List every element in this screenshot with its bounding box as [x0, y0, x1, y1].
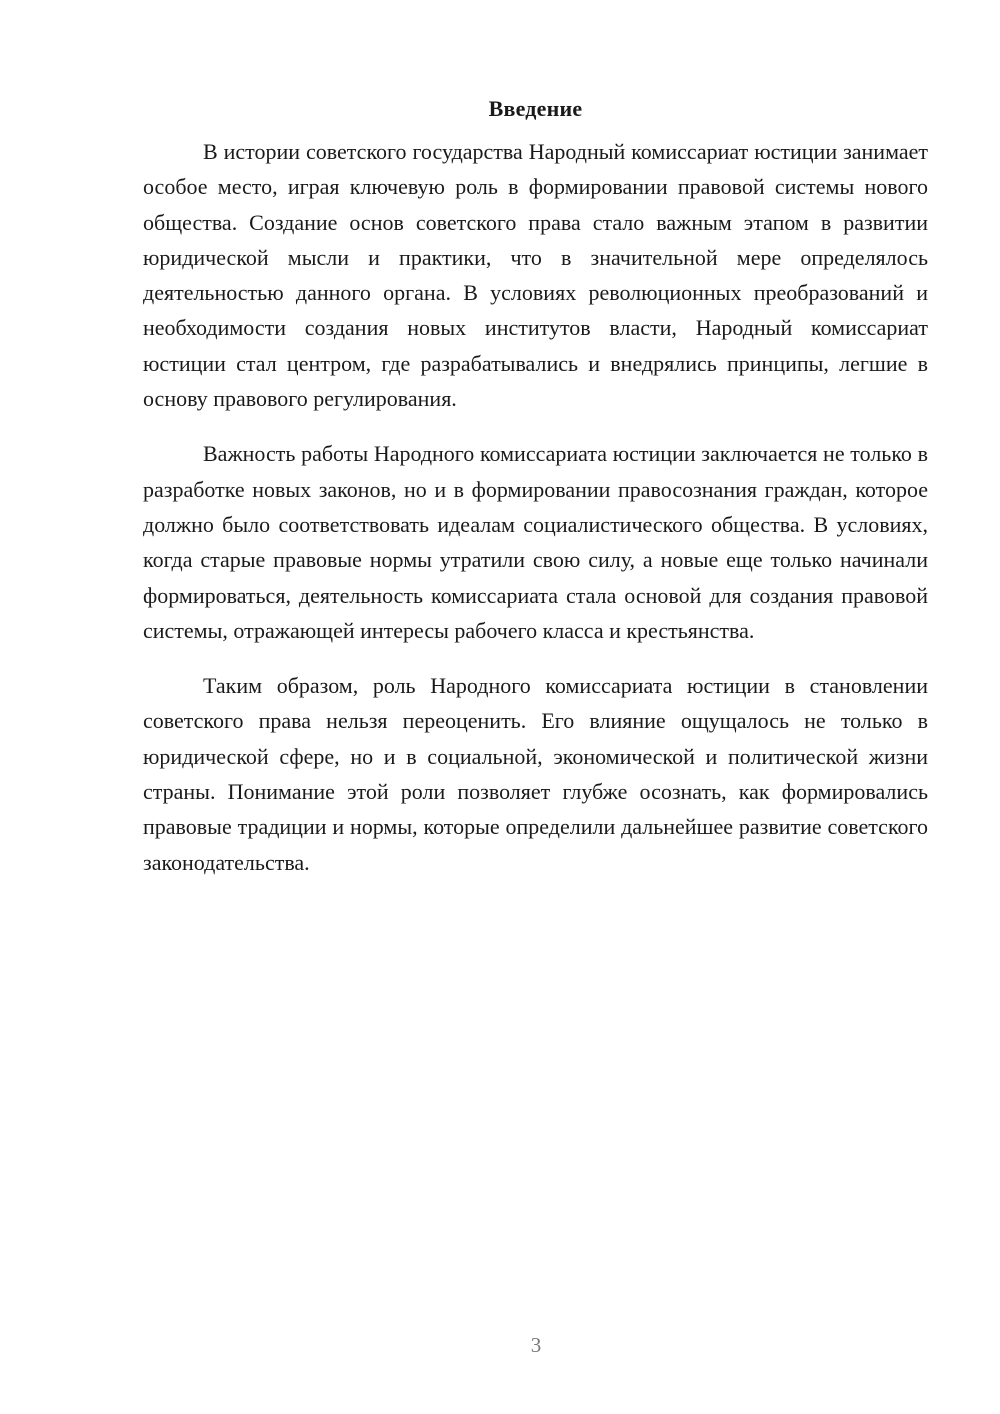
section-title: Введение	[488, 96, 583, 121]
paragraph-2: Важность работы Народного комиссариата юстиции заключается не только в разработке новых законов, но и в формировании правосознания граждан, которое должно было соответствовать идеалам социалистического общества. В условиях, когда старые правовые нормы утратили свою силу, а новые еще только начинали формироваться, деятельность комиссариата стала основой для создания правовой системы, отражающей интересы рабочего класса и крестьянства.	[143, 441, 928, 643]
page-content	[143, 94, 928, 900]
paragraph-1: В истории советского государства Народный комиссариат юстиции занимает особое место, играя ключевую роль в формировании правовой системы нового общества. Создание основ советского права стало важным этапом в развитии юридической мысли и практики, что в значительной мере определялось деятельностью данного органа. В условиях революционных преобразований и необходимости создания новых институтов власти, Народный комиссариат юстиции стал центром, где разрабатывались и внедрялись принципы, легшие в основу правового регулирования.	[143, 139, 928, 412]
paragraph-3: Таким образом, роль Народного комиссариата юстиции в становлении советского права нельзя переоценить. Его влияние ощущалось не только в юридической сфере, но и в социальной, экономической и политической жизни страны. Понимание этой роли позволяет глубже осознать, как формировались правовые традиции и нормы, которые определили дальнейшее развитие советского законодательства.	[143, 673, 928, 875]
page-number: 3	[530, 1333, 542, 1357]
